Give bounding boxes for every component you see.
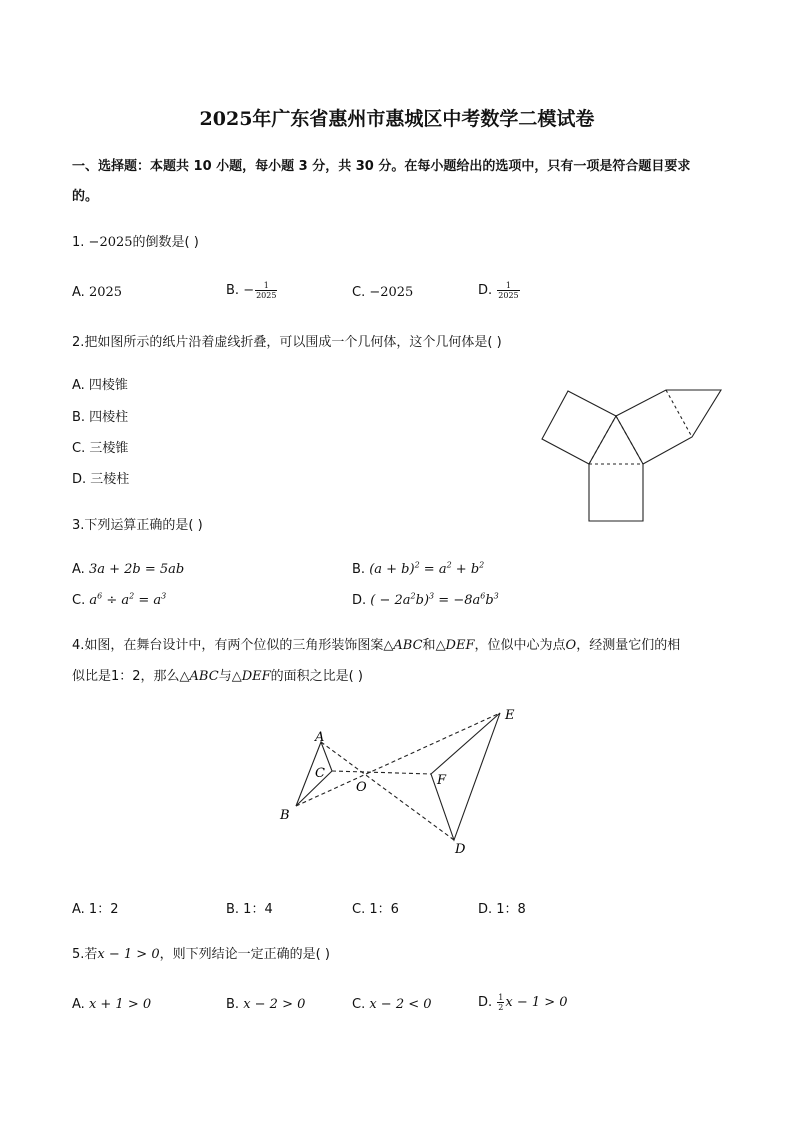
q1-option-c: C. −2025: [352, 285, 414, 300]
q4-option-d: D. 1：8: [478, 902, 526, 917]
q5-option-a: A. x + 1 > 0: [72, 997, 152, 1012]
net-fold-right-square: [666, 390, 692, 437]
q1-option-b: B. − $\frac{1}{2025}$: [226, 281, 277, 300]
q2-option-b: B. 四棱柱: [72, 410, 129, 425]
label-c: C: [315, 766, 325, 781]
q3-option-d: D. ( − $2a^2b)^3 = -8a^6b^3$: [352, 591, 499, 608]
label-f: F: [437, 773, 447, 788]
net-center-triangle: [589, 416, 643, 464]
dashed-line-ad: [321, 742, 454, 840]
dashed-line-be: [296, 713, 500, 806]
q1-option-a: A. 2025: [72, 285, 123, 300]
q4-homothety-figure: [275, 700, 525, 860]
q4-stem-line1: 4.如图，在舞台设计中，有两个位似的三角形装饰图案△ABC和△DEF，位似中心为点O，经测量它们的相: [72, 638, 681, 653]
q2-option-c: C. 三棱锥: [72, 441, 129, 456]
q3-option-b: B. $(a + b)^2 = a^2 + b^2$: [352, 560, 485, 577]
exam-title: 2025年广东省惠州市惠城区中考数学二模试卷: [199, 108, 595, 130]
q3-option-a: A. 3a + 2b = 5ab: [72, 562, 185, 577]
q2-net-figure: [535, 382, 730, 527]
q1-stem: 1. −2025的倒数是( ): [72, 235, 199, 250]
section-heading-line1: 一、选择题：本题共 10 小题，每小题 3 分，共 30 分。在每小题给出的选项中，只有一项是符合题目要求: [72, 159, 691, 174]
q4-option-a: A. 1：2: [72, 902, 119, 917]
label-a: A: [315, 730, 325, 745]
net-right-square: [616, 390, 721, 464]
label-d: D: [455, 842, 466, 857]
label-e: E: [505, 708, 515, 723]
label-o: O: [356, 780, 367, 795]
q2-stem: 2.把如图所示的纸片沿着虚线折叠，可以围成一个几何体，这个几何体是( ): [72, 335, 502, 350]
q5-option-c: C. x − 2 < 0: [352, 997, 432, 1012]
q2-option-a: A. 四棱锥: [72, 378, 128, 393]
net-bottom-square: [589, 464, 643, 521]
q5-stem: 5.若x − 1 > 0，则下列结论一定正确的是( ): [72, 947, 330, 962]
label-b: B: [280, 808, 290, 823]
q2-option-d: D. 三棱柱: [72, 472, 130, 487]
q4-stem-line2: 似比是1：2，那么△ABC与△DEF的面积之比是( ): [72, 669, 363, 684]
q5-option-d: D. $\frac{1}{2}$ x − 1 > 0: [478, 993, 568, 1012]
q3-stem: 3.下列运算正确的是( ): [72, 518, 203, 533]
triangle-abc: [296, 742, 332, 806]
q5-option-b: B. x − 2 > 0: [226, 997, 306, 1012]
q4-option-b: B. 1：4: [226, 902, 273, 917]
q1-option-d: D. $\frac{1}{2025}$: [478, 281, 519, 300]
section-heading-line2: 的。: [72, 189, 99, 204]
net-left-square: [542, 391, 616, 464]
q3-option-c: C. $a^6 \div a^2 = a^3$: [72, 591, 167, 608]
q4-option-c: C. 1：6: [352, 902, 399, 917]
dashed-line-cf: [332, 771, 431, 774]
